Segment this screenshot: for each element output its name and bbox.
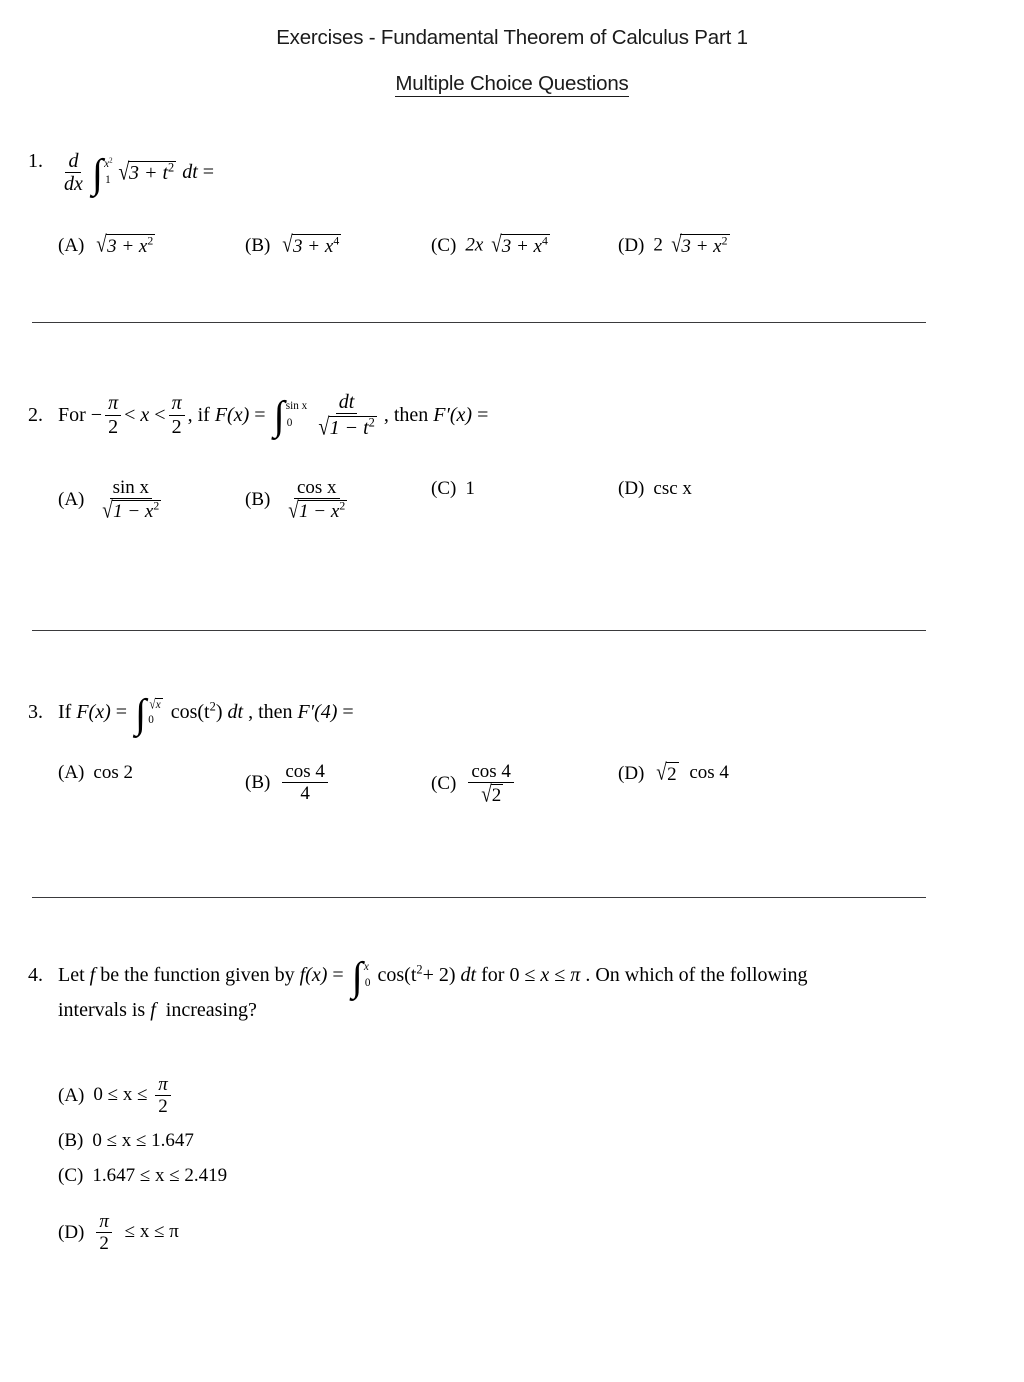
pi-over-two: $\frac{\pi}{2}$ [96, 1212, 112, 1254]
radical-sign-glyph: √ [102, 497, 114, 524]
question-4-number: 4. [28, 964, 43, 987]
choice-3-d[interactable] [618, 759, 729, 786]
square-root: √ $3 + x^4$ [282, 231, 340, 258]
square-root: √ $1 - t^2$ [318, 413, 375, 441]
pi-over-two: $\frac{\pi}{2}$ [155, 1075, 171, 1117]
integral-upper-limit: $x^2$ [104, 156, 113, 171]
question-2-number: 2. [28, 403, 43, 426]
question-4-phrase: be the function given by [100, 964, 295, 987]
choice-1-b[interactable] [245, 231, 342, 258]
square-root: √ $1 - x^2$ [288, 497, 346, 524]
integral-symbol [91, 150, 113, 197]
integral-symbol [135, 689, 164, 736]
differential-dt: dt [182, 161, 198, 184]
function-F-of-x: F(x) [76, 700, 111, 723]
choice-3-a-label: (A) [58, 762, 85, 783]
choice-4-a-label: (A) [58, 1084, 85, 1106]
equals-sign-2: = [477, 403, 489, 426]
choice-3-c-fraction: cos 4 √ 2 [468, 762, 514, 806]
choice-3-c[interactable] [431, 762, 517, 806]
question-1-number: 1. [28, 150, 43, 172]
then-label: , then [383, 403, 429, 426]
choice-4-a[interactable] [58, 1075, 174, 1117]
page-title-text: Exercises - Fundamental Theorem of Calculus Part 1 [276, 26, 748, 49]
radical-sign-glyph: √ [288, 497, 300, 524]
choice-4-c-label: (C) [58, 1165, 84, 1186]
choice-1-a[interactable] [58, 231, 156, 258]
square-root: √ $3 + x^2$ [670, 231, 728, 258]
section-divider-3 [32, 897, 926, 898]
cosine-integrand: $\cos(t^2)$ [170, 699, 223, 723]
choice-1-c-label: (C) [431, 235, 457, 256]
lower-bound-zero: 0 [509, 964, 520, 987]
choice-4-c-value: 1.647 ≤ x ≤ 2.419 [92, 1165, 228, 1186]
question-1-choices [0, 231, 1024, 304]
choice-2-d-label: (D) [618, 478, 645, 499]
choice-2-b[interactable] [245, 478, 354, 522]
choice-1-c[interactable] [431, 231, 551, 258]
intervals-is-label: intervals is [58, 999, 146, 1021]
function-f: f [89, 964, 96, 987]
pi-over-two-left: $\frac{\pi}{2}$ [105, 393, 121, 437]
integral-symbol [351, 953, 371, 1000]
choice-4-b-label: (B) [58, 1130, 84, 1151]
square-root: √ $3 + t^2$ [117, 158, 175, 186]
integral-sign-glyph: ∫ [135, 689, 147, 736]
minus-sign: − [90, 403, 103, 426]
le-sign-1: ≤ [524, 964, 536, 987]
integral-lower-limit: 0 [148, 714, 154, 727]
page-subtitle-text: Multiple Choice Questions [395, 72, 629, 95]
F-prime-of-4: F′(4) [297, 700, 338, 723]
question-3-number: 3. [28, 700, 43, 723]
choice-2-a-label: (A) [58, 488, 85, 510]
question-1-stem [28, 150, 214, 195]
choice-2-d[interactable] [618, 478, 692, 500]
question-4-stem-line2 [58, 1000, 257, 1021]
variable-x: x [540, 964, 550, 987]
choice-4-b-value: 0 ≤ x ≤ 1.647 [92, 1130, 194, 1151]
choice-3-b[interactable] [245, 762, 331, 804]
choice-2-d-value: csc x [653, 478, 692, 499]
radical-sign-glyph: √ [481, 781, 492, 808]
integrand-fraction: dt √ $1 - t^2$ [312, 392, 381, 438]
question-3-stem [28, 689, 354, 736]
integral-lower-limit: 0 [286, 416, 293, 429]
square-root: √ $1 - x^2$ [102, 497, 160, 524]
equals-sign: = [332, 964, 344, 987]
differential-dt: dt [460, 964, 477, 987]
less-than-2: < [154, 403, 166, 426]
square-root: √ 2 [481, 781, 502, 808]
variable-x: x [140, 403, 150, 426]
f-of-x: f(x) [299, 964, 328, 987]
choice-2-c[interactable] [431, 478, 475, 500]
derivative-operator: $\frac{d}{dx}$ [64, 150, 83, 196]
radical-sign-glyph: √ [149, 696, 156, 712]
radical-sign-glyph: √ [96, 231, 108, 258]
radical-sign-glyph: √ [282, 231, 294, 258]
section-divider-2 [32, 630, 926, 631]
differential-dt: dt [227, 700, 244, 723]
integral-sign-glyph: ∫ [273, 392, 285, 439]
question-2-for-label: For [58, 403, 86, 426]
less-than-1: < [124, 403, 136, 426]
question-2-stem [28, 391, 489, 441]
choice-1-d-label: (D) [618, 235, 645, 256]
choice-3-c-label: (C) [431, 772, 457, 794]
equals-sign: = [202, 161, 215, 184]
choice-1-c-coefficient: 2x [465, 234, 484, 256]
choice-2-c-value: 1 [465, 478, 475, 499]
function-F-of-x: F(x) [214, 403, 250, 426]
square-root: √ 2 [656, 759, 677, 786]
choice-4-d[interactable] [58, 1212, 179, 1254]
page-subtitle [0, 72, 1024, 96]
F-prime-of-x: F′(x) [433, 403, 473, 426]
le-sign-2: ≤ [554, 964, 566, 987]
radical-sign-glyph: √ [670, 231, 682, 258]
choice-1-d-coefficient: 2 [653, 234, 663, 256]
radical-sign-glyph: √ [656, 759, 668, 786]
choice-4-b[interactable] [58, 1130, 194, 1152]
equals-sign-2: = [342, 700, 354, 723]
increasing-label: increasing? [165, 999, 257, 1021]
square-root: √ $3 + x^4$ [491, 231, 548, 258]
choice-3-b-fraction: $\frac{\cos 4}{4}$ [282, 762, 328, 804]
choice-4-a-pre: 0 ≤ x ≤ [93, 1084, 148, 1106]
square-root: √ x [149, 696, 161, 712]
integral-upper-limit: sin x [285, 400, 308, 413]
choice-1-b-label: (B) [245, 235, 271, 256]
radical-sign-glyph: √ [318, 413, 330, 441]
for-label: for [481, 964, 505, 987]
choice-4-d-post: ≤ x ≤ π [124, 1221, 179, 1243]
choice-3-a[interactable] [58, 762, 133, 784]
question-4-phrase-2: . On which of the following [585, 964, 808, 987]
cosine-integrand: $\cos(t^2+ 2)$ [377, 962, 456, 987]
choice-3-a-value: cos 2 [93, 762, 133, 783]
let-label: Let [58, 964, 85, 987]
pi-symbol: π [570, 964, 581, 987]
function-f: f [150, 999, 156, 1021]
choice-2-b-label: (B) [245, 488, 271, 510]
page-title [0, 26, 1024, 50]
choice-4-c[interactable] [58, 1165, 227, 1187]
section-divider-1 [32, 322, 926, 323]
radical-sign-glyph: √ [117, 158, 129, 186]
comma-if: , if [187, 403, 210, 426]
then-label: , then [248, 700, 293, 723]
choice-3-d-label: (D) [618, 763, 645, 784]
choice-4-d-label: (D) [58, 1221, 85, 1243]
integral-sign-glyph: ∫ [91, 150, 104, 197]
question-4-stem [28, 953, 808, 1000]
question-3-choices [0, 759, 1024, 832]
choice-2-c-label: (C) [431, 478, 457, 499]
integral-upper-limit: x [363, 961, 369, 973]
integral-lower-limit: 1 [105, 174, 111, 187]
choice-1-d[interactable] [618, 231, 731, 258]
integral-symbol [273, 392, 308, 439]
equals-sign: = [254, 403, 266, 426]
square-root: √ $3 + x^2$ [96, 231, 154, 258]
question-2-choices [0, 478, 1024, 548]
choice-2-b-fraction: cos x √ $1 - x^2$ [282, 478, 351, 522]
integral-sign-glyph: ∫ [351, 953, 363, 1000]
choice-2-a[interactable] [58, 478, 168, 522]
pi-over-two-right: $\frac{\pi}{2}$ [169, 393, 185, 437]
if-label: If [58, 700, 72, 723]
equals-sign: = [115, 700, 128, 723]
choice-3-b-label: (B) [245, 771, 271, 793]
choice-1-a-label: (A) [58, 235, 85, 256]
integral-lower-limit: 0 [364, 977, 371, 990]
choice-2-a-fraction: sin x √ $1 - x^2$ [96, 478, 165, 522]
radical-sign-glyph: √ [491, 231, 502, 258]
integral-upper-limit [147, 698, 163, 711]
choice-3-d-tail: cos 4 [689, 762, 729, 784]
